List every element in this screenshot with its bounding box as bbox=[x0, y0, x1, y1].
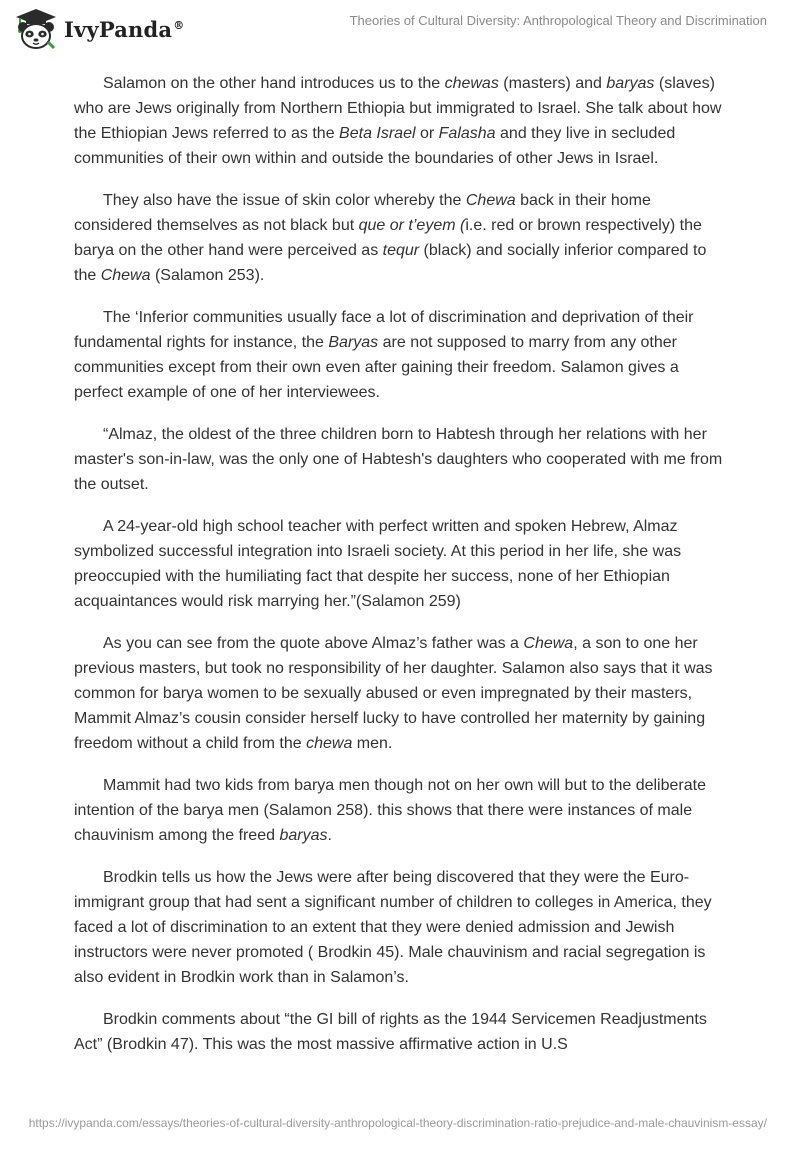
essay-paragraph bbox=[74, 305, 732, 405]
text-run: and they live in secluded communities of their own within and outside the boundaries of other Jews in Israel. bbox=[74, 125, 676, 167]
text-run: , a son to one her previous masters, but took no responsibility of her daughter. Salamon also says that it was common for barya women to be sexually abused or even impregnated by their masters, Mammit Almaz’s cousin consider herself lucky to have controlled her maternity by gaining freedom without a child from the bbox=[74, 635, 713, 752]
logo-wordmark bbox=[64, 17, 184, 42]
text-run: Brodkin tells us how the Jews were after being discovered that they were the Euro-immigrant group that had sent a significant number of children to colleges in America, they faced a lot of discrimination to an extent that they were denied admission and Jewish instructors were never promoted ( Brodkin 45). Male chauvinism and racial segregation is also evident in Brodkin work than in Salamon’s. bbox=[74, 869, 712, 986]
essay-paragraph bbox=[74, 865, 732, 990]
document-title: Theories of Cultural Diversity: Anthropological Theory and Discrimination bbox=[349, 13, 767, 28]
ivypanda-logo[interactable] bbox=[14, 8, 184, 50]
italic-term: Chewa bbox=[100, 267, 151, 284]
italic-term: baryas bbox=[606, 75, 655, 92]
text-run: The ‘Inferior communities usually face a lot of discrimination and deprivation of their fundamental rights for instance, the bbox=[74, 309, 694, 351]
text-run: They also have the issue of skin color whereby the bbox=[103, 192, 466, 209]
text-run: men. bbox=[352, 735, 393, 752]
italic-term: Baryas bbox=[328, 334, 379, 351]
italic-term: que or t’eyem ( bbox=[358, 217, 466, 234]
italic-term: Falasha bbox=[438, 125, 496, 142]
text-run: As you can see from the quote above Almaz’s father was a bbox=[103, 635, 524, 652]
essay-paragraph bbox=[74, 1007, 732, 1057]
text-run: “Almaz, the oldest of the three children born to Habtesh through her relations with her master's son-in-law, was the only one of Habtesh's daughters who cooperated with me from the outset. bbox=[74, 426, 723, 493]
essay-paragraph bbox=[74, 631, 732, 756]
essay-paragraph bbox=[74, 514, 732, 614]
text-run: or bbox=[415, 125, 439, 142]
essay-body bbox=[74, 71, 732, 1074]
italic-term: baryas bbox=[279, 827, 328, 844]
page-header bbox=[0, 0, 800, 60]
essay-paragraph bbox=[74, 773, 732, 848]
essay-paragraph bbox=[74, 71, 732, 171]
text-run: . bbox=[327, 827, 332, 844]
text-run: back in their home considered themselves as not black but bbox=[74, 192, 651, 234]
source-url[interactable]: https://ivypanda.com/essays/theories-of-cultural-diversity-anthropological-theory-discrimination-ratio-prejudice-and-male-chauvinism-essay/ bbox=[28, 1116, 767, 1130]
essay-paragraph bbox=[74, 422, 732, 497]
italic-term: Beta Israel bbox=[339, 125, 416, 142]
text-run: (Salamon 253). bbox=[150, 267, 265, 284]
text-run: A 24-year-old high school teacher with perfect written and spoken Hebrew, Almaz symbolized successful integration into Israeli society. At this period in her life, she was preoccupied with the humiliating fact that despite her success, none of her Ethiopian acquaintances would risk marrying her.”(Salamon 259) bbox=[74, 518, 682, 610]
text-run: are not supposed to marry from any other communities except from their own even after gaining their freedom. Salamon gives a perfect example of one of her interviewees. bbox=[74, 334, 679, 401]
italic-term: tequr bbox=[382, 242, 420, 259]
italic-term: chewas bbox=[444, 75, 499, 92]
logo-text: IvyPanda bbox=[64, 16, 173, 42]
italic-term: chewa bbox=[306, 735, 353, 752]
text-run: i.e. red or brown respectively) the barya on the other hand were perceived as bbox=[74, 217, 702, 259]
italic-term: Chewa bbox=[523, 635, 574, 652]
text-run: (slaves) who are Jews originally from Northern Ethiopia but immigrated to Israel. She talk about how the Ethiopian Jews referred to as the bbox=[74, 75, 722, 142]
panda-graduate-icon bbox=[14, 8, 58, 50]
text-run: Mammit had two kids from barya men though not on her own will but to the deliberate intention of the barya men (Salamon 258). this shows that there were instances of male chauvinism among the freed bbox=[74, 777, 706, 844]
text-run: Brodkin comments about “the GI bill of rights as the 1944 Servicemen Readjustments Act” (Brodkin 47). This was the most massive affirmative action in U.S bbox=[74, 1011, 707, 1053]
text-run: (black) and socially inferior compared to the bbox=[74, 242, 707, 284]
italic-term: Chewa bbox=[465, 192, 516, 209]
text-run: (masters) and bbox=[498, 75, 607, 92]
text-run: Salamon on the other hand introduces us to the bbox=[103, 75, 445, 92]
essay-paragraph bbox=[74, 188, 732, 288]
registered-mark: ® bbox=[173, 18, 185, 32]
